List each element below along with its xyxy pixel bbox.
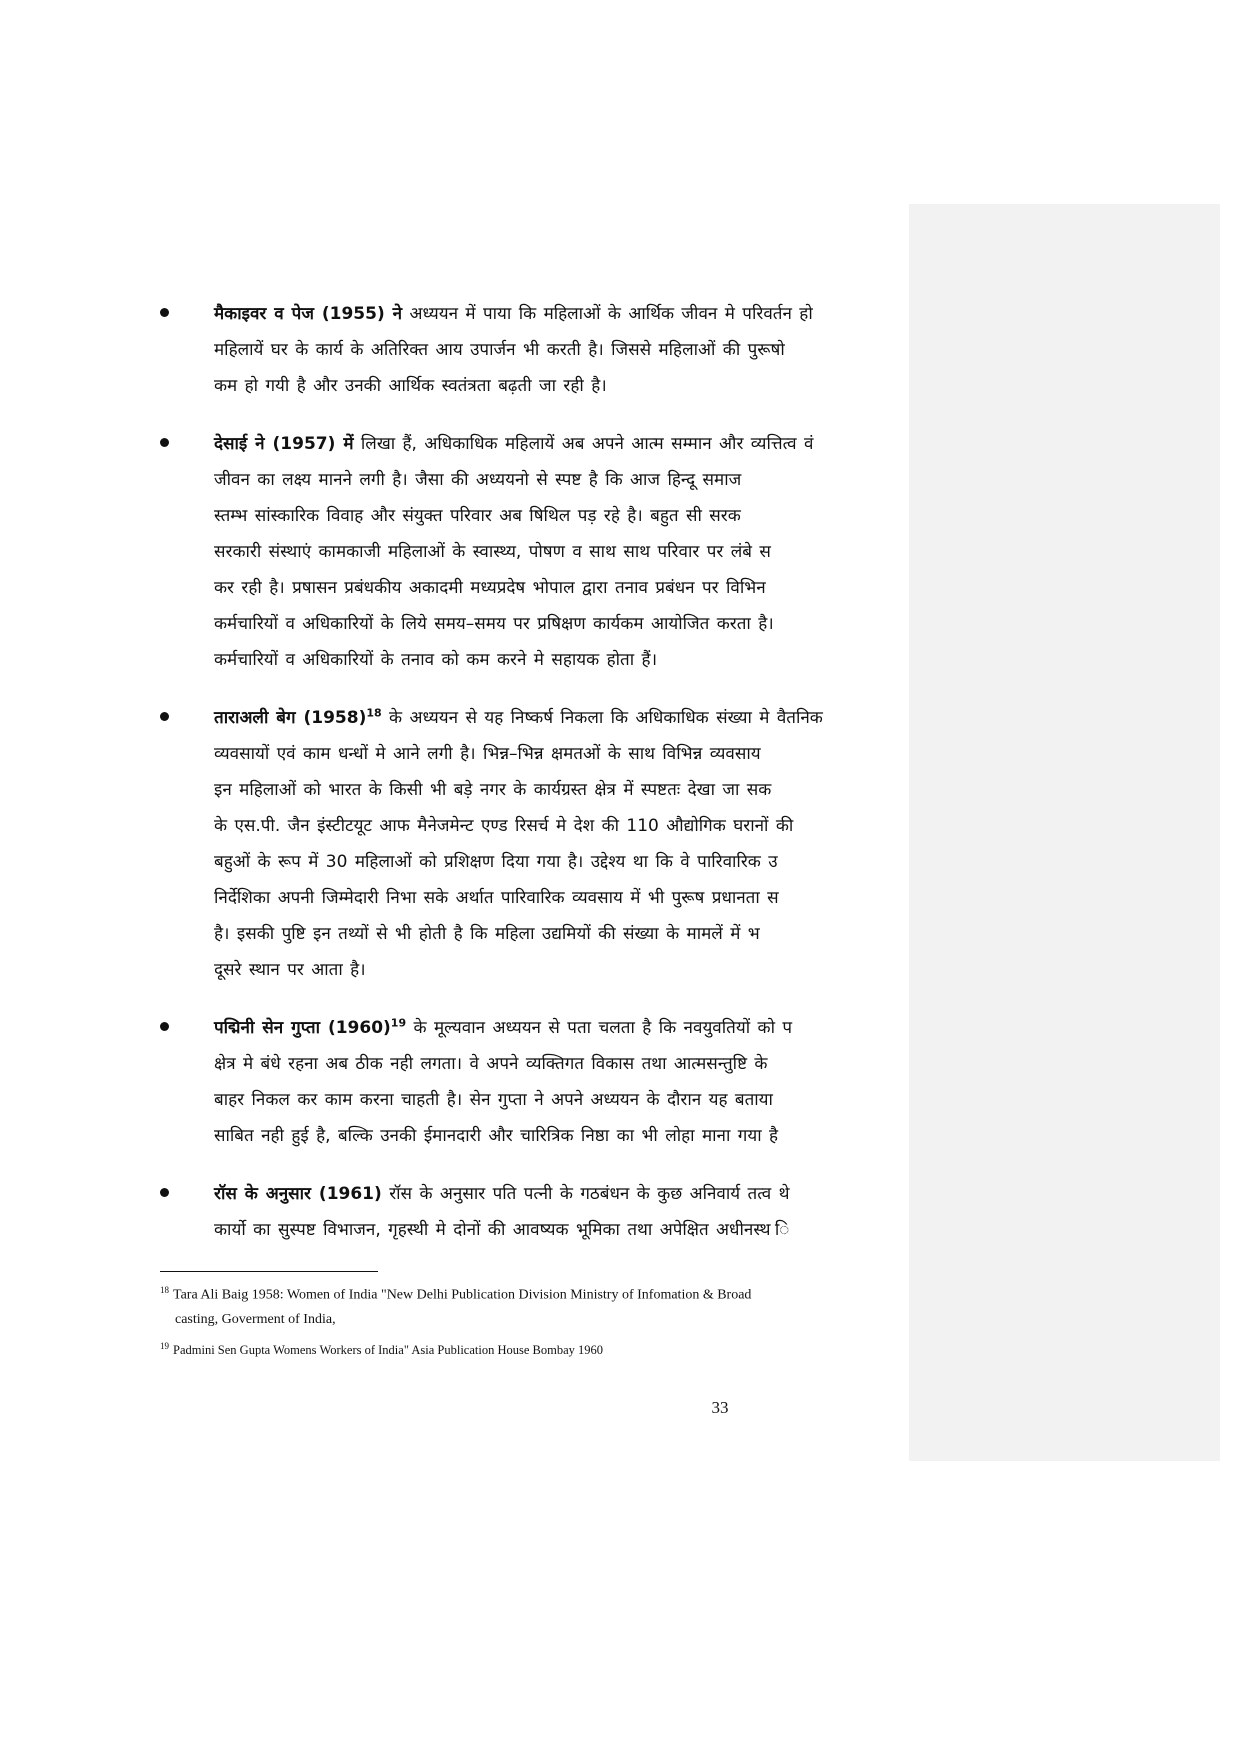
footnote-number: 19 bbox=[160, 1340, 169, 1351]
first-line bbox=[214, 700, 908, 736]
text-line: कर्मचारियों व अधिकारियों के लिये समय–समय पर प्रषिक्षण कार्यकम आयोजित करता है। bbox=[214, 614, 774, 634]
item-heading: देसाई ने (1957) में bbox=[214, 434, 354, 454]
text-line: साबित नही हुई है, बल्कि उनकी ईमानदारी और चारित्रिक निष्ठा का भी लोहा माना गया है bbox=[214, 1126, 779, 1146]
bullet-icon bbox=[160, 438, 169, 447]
text-line: कर रही है। प्रषासन प्रबंधकीय अकादमी मध्यप्रदेष भोपाल द्वारा तनाव प्रबंधन पर विभिन bbox=[214, 578, 766, 598]
page-number: 33 bbox=[711, 1398, 729, 1417]
footnote-text: Padmini Sen Gupta Womens Workers of India" Asia Publication House Bombay 1960 bbox=[173, 1342, 604, 1357]
bullet-icon bbox=[160, 712, 169, 721]
text-line: महिलायें घर के कार्य के अतिरिक्त आय उपार्जन भी करती है। जिससे महिलाओं की पुरूषो bbox=[214, 340, 785, 360]
first-line bbox=[214, 296, 908, 332]
text-line: क्षेत्र मे बंधे रहना अब ठीक नही लगता। वे अपने व्यक्तिगत विकास तथा आत्मसन्तुष्टि के bbox=[214, 1054, 768, 1074]
footnote-ref: 19 bbox=[390, 1016, 407, 1030]
bullet-icon bbox=[160, 1188, 169, 1197]
text-line: स्तम्भ सांस्कारिक विवाह और संयुक्त परिवार अब षिथिल पड़ रहे है। बहुत सी सरक bbox=[214, 506, 741, 526]
text-line: दूसरे स्थान पर आता है। bbox=[214, 960, 366, 980]
first-line bbox=[214, 1010, 908, 1046]
first-line bbox=[214, 1176, 908, 1212]
footnote-ref: 18 bbox=[366, 706, 382, 720]
text-line: कर्मचारियों व अधिकारियों के तनाव को कम करने मे सहायक होता हैं। bbox=[214, 650, 658, 670]
text-run: अध्ययन में पाया कि महिलाओं के आर्थिक जीवन मे परिवर्तन हो bbox=[402, 304, 813, 324]
text-run: के मूल्यवान अध्ययन से पता चलता है कि नवयुवतियों को प bbox=[406, 1018, 793, 1038]
comment-margin-pane bbox=[909, 204, 1220, 1461]
text-line: है। इसकी पुष्टि इन तथ्यों से भी होती है कि महिला उद्यमियों की संख्या के मामलें में भ bbox=[214, 924, 760, 944]
body-text bbox=[160, 296, 908, 1296]
list-item bbox=[160, 296, 908, 404]
text-run: रॉस के अनुसार पति पत्नी के गठबंधन के कुछ अनिवार्य तत्व थे bbox=[381, 1184, 790, 1204]
text-line: कार्यो का सुस्पष्ट विभाजन, गृहस्थी मे दोनों की आवष्यक भूमिका तथा अपेक्षित अधीनस्थ ि bbox=[214, 1220, 792, 1240]
footnotes bbox=[160, 1278, 908, 1362]
text-line: निर्देशिका अपनी जिम्मेदारी निभा सके अर्थात पारिवारिक व्यवसाय में भी पुरूष प्रधानता स bbox=[214, 888, 779, 908]
text-line: इन महिलाओं को भारत के किसी भी बड़े नगर के कार्यग्रस्त क्षेत्र में स्पष्टतः देखा जा सक bbox=[214, 780, 772, 800]
first-line bbox=[214, 426, 908, 462]
list-item bbox=[160, 1010, 908, 1154]
item-heading: ताराअली बेग (1958) bbox=[214, 708, 367, 728]
item-heading: मैकाइवर व पेज (1955) ने bbox=[214, 304, 403, 324]
text-line: के एस.पी. जैन इंस्टीटयूट आफ मैनेजमेन्ट एण्ड रिसर्च मे देश की 110 औद्योगिक घरानों की bbox=[214, 816, 794, 836]
text-line: व्यवसायों एवं काम धन्धों मे आने लगी है। भिन्न–भिन्न क्षमतओं के साथ विभिन्न व्यवसाय bbox=[214, 744, 761, 764]
footnote-18-continuation: casting, Goverment of India, bbox=[175, 1311, 336, 1327]
footnote-separator bbox=[160, 1271, 378, 1272]
text-run: के अध्ययन से यह निष्कर्ष निकला कि अधिकाधिक संख्या मे वैतनिक bbox=[381, 708, 823, 728]
text-line: बहुओं के रूप में 30 महिलाओं को प्रशिक्षण दिया गया है। उद्देश्य था कि वे पारिवारिक उ bbox=[214, 852, 778, 872]
footnote-text: Tara Ali Baig 1958: Women of India "New Delhi Publication Division Ministry of Infomation & Broad bbox=[173, 1287, 752, 1303]
list-item bbox=[160, 1176, 908, 1248]
text-line: बाहर निकल कर काम करना चाहती है। सेन गुप्ता ने अपने अध्ययन के दौरान यह बताया bbox=[214, 1090, 773, 1110]
bullet-icon bbox=[160, 308, 169, 317]
footnote-number: 18 bbox=[160, 1285, 169, 1295]
item-heading: रॉस के अनुसार (1961) bbox=[214, 1184, 382, 1204]
text-line: जीवन का लक्ष्य मानने लगी है। जैसा की अध्ययनो से स्पष्ट है कि आज हिन्दू समाज bbox=[214, 470, 742, 490]
text-line: कम हो गयी है और उनकी आर्थिक स्वतंत्रता बढ़ती जा रही है। bbox=[214, 376, 607, 396]
bullet-icon bbox=[160, 1022, 169, 1031]
text-run: लिखा हैं, अधिकाधिक महिलायें अब अपने आत्म सम्मान और व्यत्तित्व वं bbox=[353, 434, 814, 454]
footnote-19 bbox=[160, 1334, 908, 1362]
list-item bbox=[160, 700, 908, 988]
text-line: सरकारी संस्थाएं कामकाजी महिलाओं के स्वास्थ्य, पोषण व साथ साथ परिवार पर लंबे स bbox=[214, 542, 771, 562]
footnote-18 bbox=[160, 1278, 908, 1308]
list-item bbox=[160, 426, 908, 678]
item-heading: पद्मिनी सेन गुप्ता (1960) bbox=[214, 1018, 391, 1038]
